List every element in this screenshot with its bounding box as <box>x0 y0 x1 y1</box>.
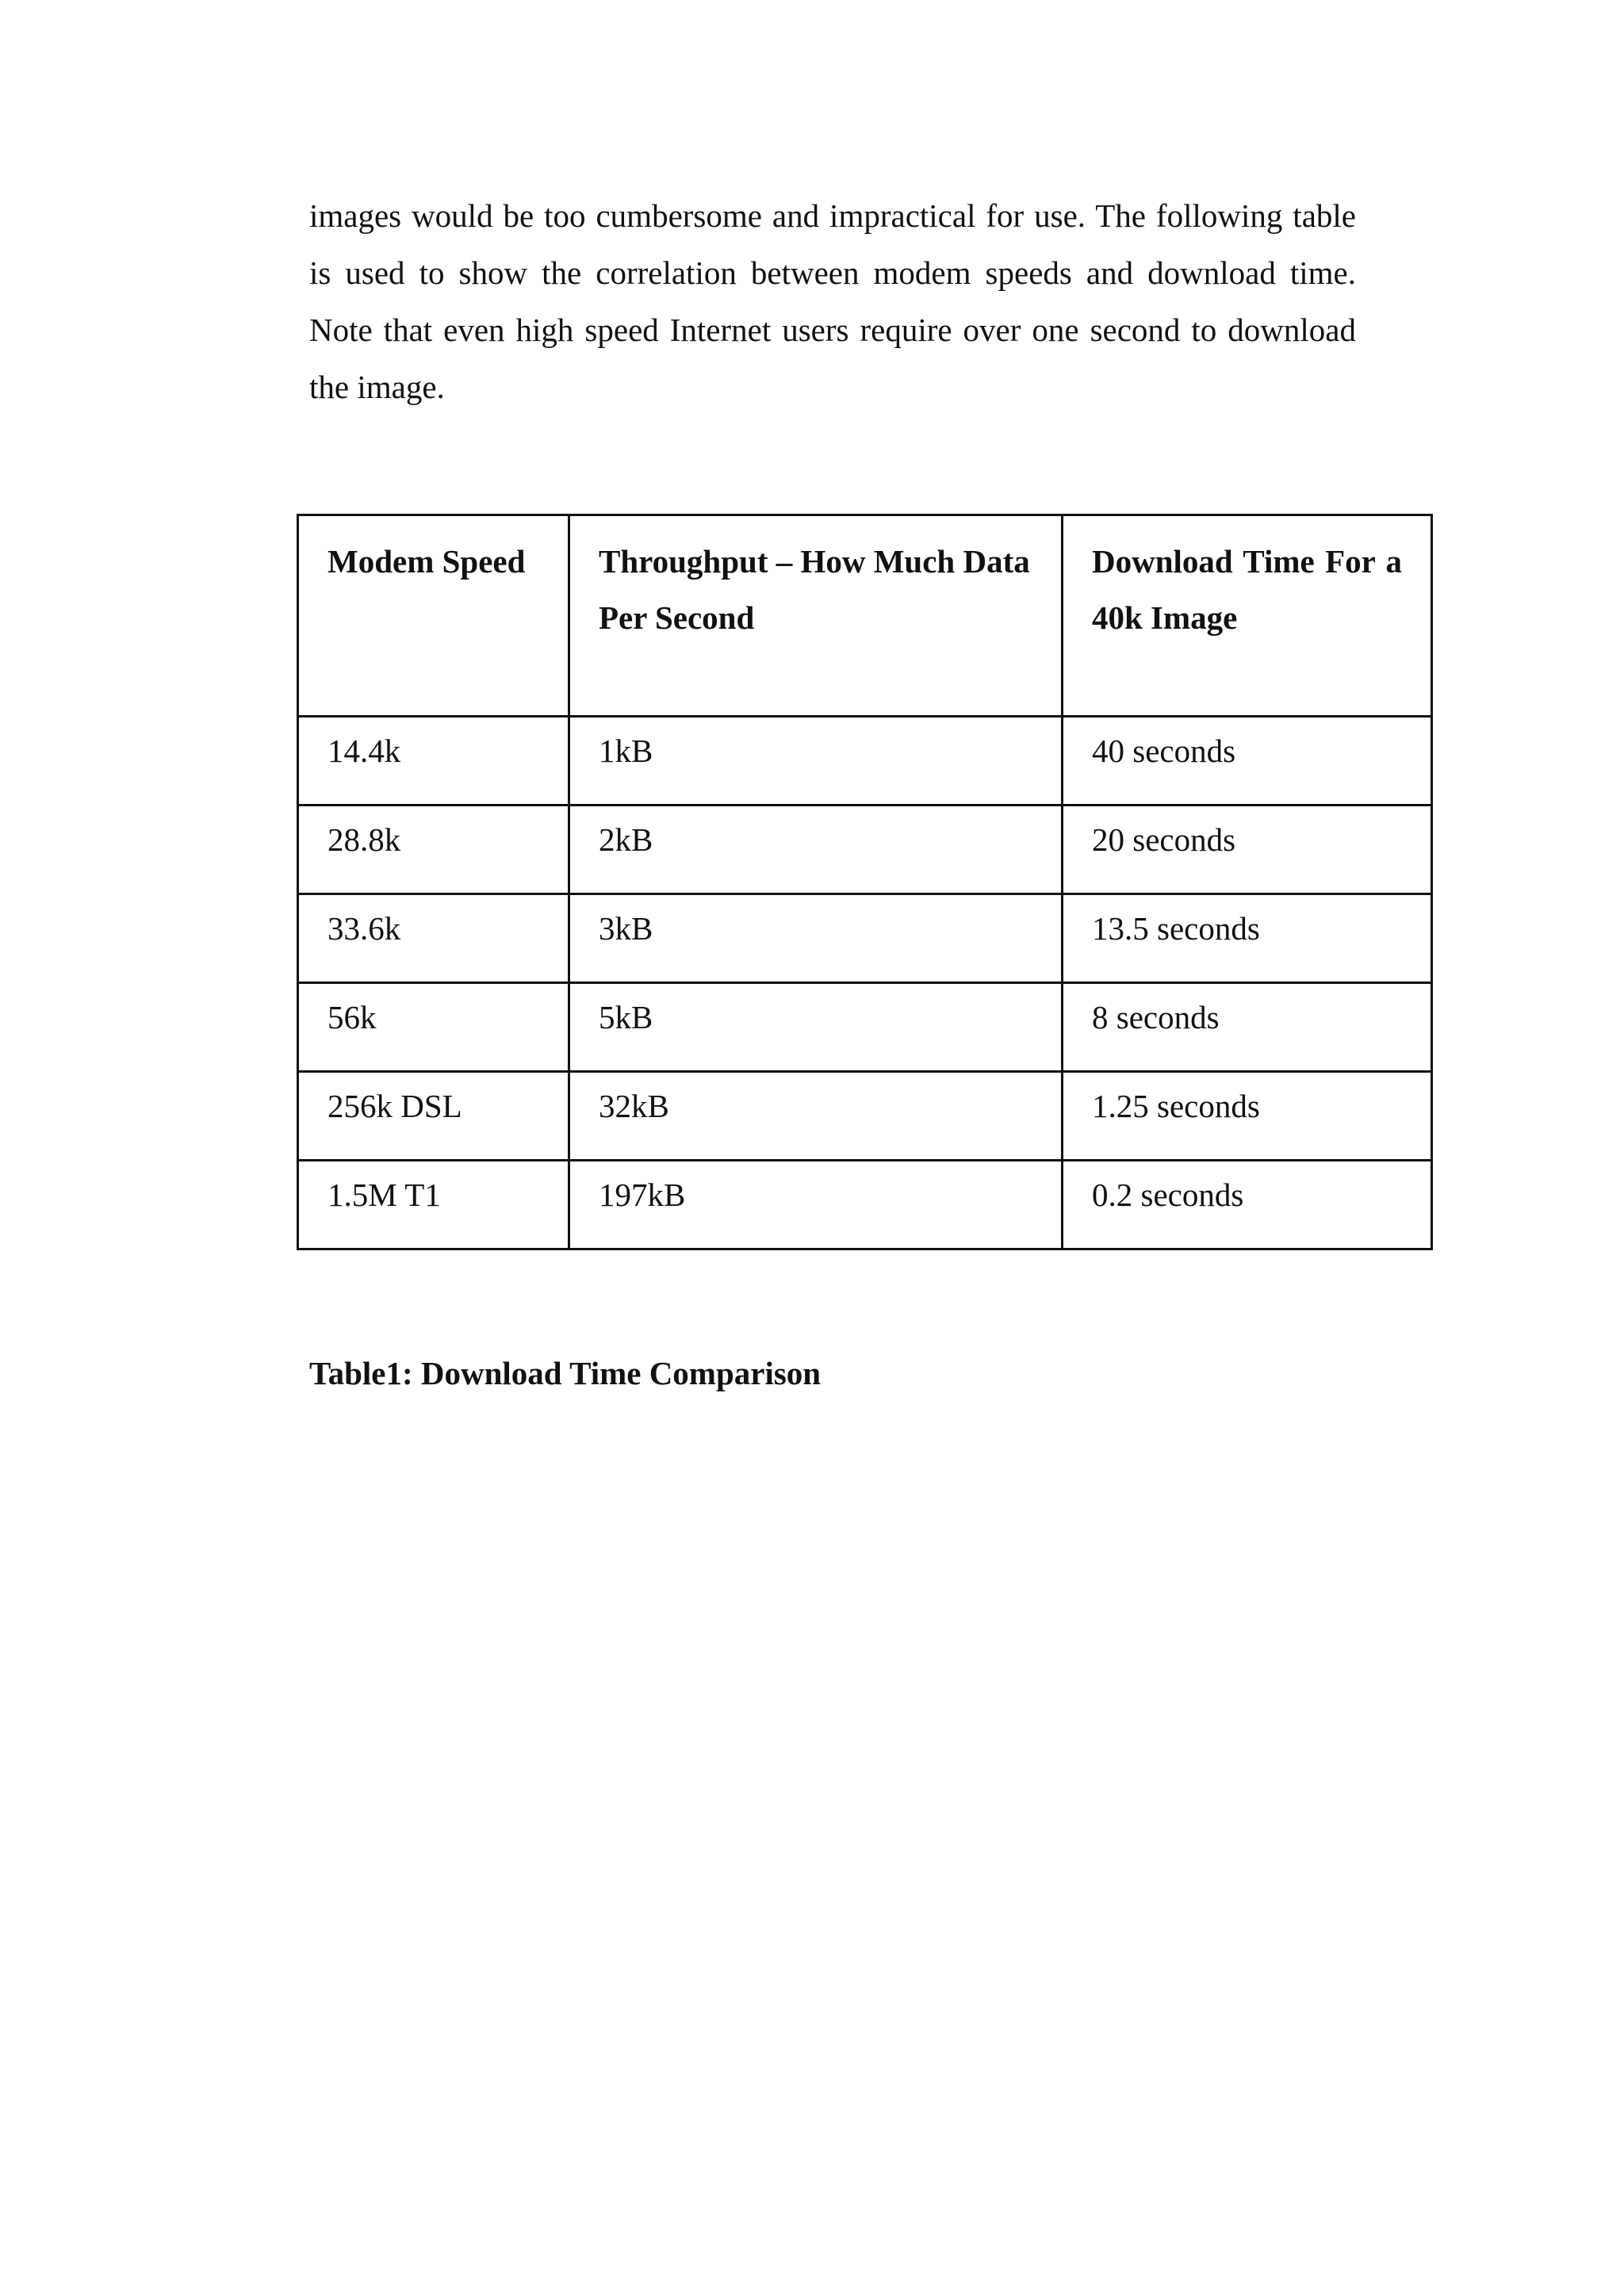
table-row <box>298 983 1432 1072</box>
table-caption: Table1: Download Time Comparison <box>309 1355 822 1391</box>
cell-download-time: 0.2 seconds <box>1063 1161 1432 1249</box>
table-row <box>298 717 1432 806</box>
cell-throughput: 1kB <box>569 717 1063 806</box>
cell-throughput: 2kB <box>569 806 1063 894</box>
table-row <box>298 1161 1432 1249</box>
cell-download-time: 13.5 seconds <box>1063 894 1432 983</box>
header-download-time: Download Time For a 40k Image <box>1063 515 1432 717</box>
download-time-table <box>297 514 1433 1250</box>
cell-throughput: 5kB <box>569 983 1063 1072</box>
cell-modem-speed: 256k DSL <box>298 1072 569 1161</box>
cell-download-time: 20 seconds <box>1063 806 1432 894</box>
cell-download-time: 1.25 seconds <box>1063 1072 1432 1161</box>
table-header-row <box>298 515 1432 717</box>
cell-modem-speed: 14.4k <box>298 717 569 806</box>
cell-modem-speed: 56k <box>298 983 569 1072</box>
header-modem-speed: Modem Speed <box>298 515 569 717</box>
cell-download-time: 8 seconds <box>1063 983 1432 1072</box>
cell-modem-speed: 28.8k <box>298 806 569 894</box>
cell-throughput: 3kB <box>569 894 1063 983</box>
body-paragraph: images would be too cumbersome and impractical for use. The following table is used to show the correlation between modem speeds and download time. Note that even high speed Internet users require over one second to download the image. <box>309 197 1356 405</box>
table-row <box>298 1072 1432 1161</box>
table-row <box>298 806 1432 894</box>
cell-modem-speed: 33.6k <box>298 894 569 983</box>
cell-modem-speed: 1.5M T1 <box>298 1161 569 1249</box>
cell-download-time: 40 seconds <box>1063 717 1432 806</box>
header-throughput: Throughput – How Much Data Per Second <box>569 515 1063 717</box>
cell-throughput: 197kB <box>569 1161 1063 1249</box>
cell-throughput: 32kB <box>569 1072 1063 1161</box>
table-row <box>298 894 1432 983</box>
